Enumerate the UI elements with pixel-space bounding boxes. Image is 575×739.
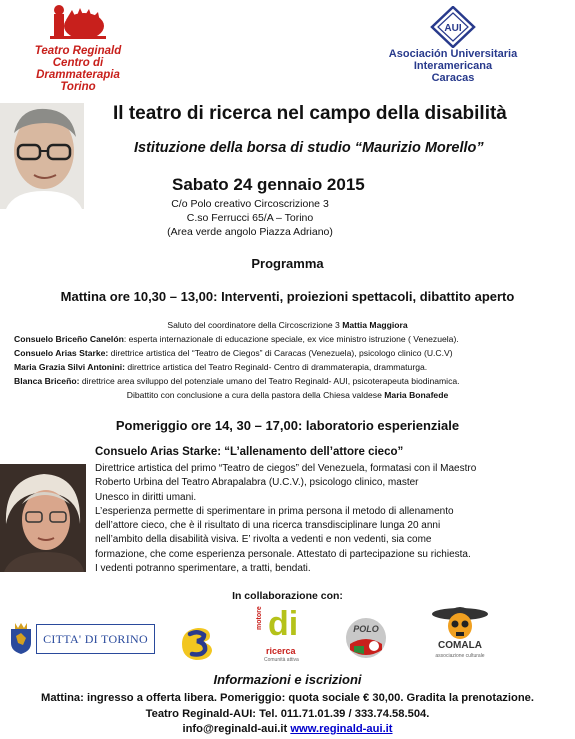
circoscrizione-3-logo: [176, 620, 218, 662]
speaker-name: Consuelo Arias Starke:: [14, 348, 109, 358]
ricerca-tag-label: Comunità attiva: [264, 657, 299, 663]
portrait-photo-woman: [0, 464, 86, 572]
reginald-line-2: Centro di Drammaterapia: [36, 57, 120, 81]
portrait-man-icon: [0, 103, 84, 209]
ricerca-mid-label: di: [268, 605, 299, 643]
polo-label: POLO: [353, 624, 379, 634]
page-subtitle: Istituzione della borsa di studio “Maurizio Morello”: [134, 140, 484, 156]
polo-circle-icon: [344, 616, 388, 660]
ricerca-bottom-label: ricerca: [266, 646, 296, 656]
info-email[interactable]: info@reginald-aui.it: [182, 723, 288, 735]
speaker-desc: : esperta internazionale di educazione speciale, ex vice ministro istruzione ( Venezuela).: [123, 334, 459, 344]
speaker-desc: direttrice area sviluppo del potenziale umano del Teatro Reginald- AUI, psicoterapeuta biodinamica.: [79, 376, 460, 386]
portrait-woman-icon: [0, 464, 86, 572]
description-line: I vedenti potranno sperimentare, a tratti, bendati.: [95, 563, 311, 575]
info-line-3: [0, 723, 575, 735]
description-line: Unesco in diritti umani.: [95, 491, 197, 503]
venue-line-1: C/o Polo creativo Circoscrizione 3: [171, 198, 329, 210]
aui-diamond-icon: [430, 6, 476, 48]
speakers-list: [14, 332, 460, 388]
collaboration-heading: In collaborazione con:: [232, 590, 343, 602]
number-3-icon: [176, 620, 218, 662]
info-heading: Informazioni e iscrizioni: [213, 672, 362, 687]
morning-closing: [0, 388, 575, 402]
venue-line-2: C.so Ferrucci 65/A – Torino: [186, 212, 314, 224]
speaker-row: [14, 374, 460, 388]
teatro-reginald-logo: [18, 2, 138, 93]
torino-crest-icon: [9, 623, 33, 655]
aui-emblem-text: AUI: [444, 23, 462, 34]
greeting-text: Saluto del coordinatore della Circoscrizione 3: [167, 320, 343, 330]
reginald-line-3: Torino: [60, 81, 96, 93]
programma-heading: Programma: [251, 256, 324, 271]
polo-logo: [344, 616, 388, 660]
aui-logo: [388, 6, 518, 82]
speaker-row: [14, 346, 460, 360]
venue-line-3: (Area verde angolo Piazza Adriano): [167, 226, 333, 238]
reginald-line-1: Teatro Reginald: [34, 45, 122, 57]
description-line: nell’ambito della disabilità visiva. E’ rivolta a vedenti e non vedenti, sia come: [95, 534, 432, 546]
comala-skull-icon: [430, 602, 490, 642]
portrait-photo-man: [0, 103, 84, 209]
aui-line-2: Interamericana: [413, 60, 493, 72]
morning-greeting: [0, 318, 575, 332]
description-line: Direttrice artistica del primo “Teatro de ciegos” del Venezuela, formatasi con il Maestro: [95, 463, 477, 474]
description-line: dell’attore cieco, che è il risultato di una ricerca transdisciplinare lunga 20 anni: [95, 520, 441, 532]
speaker-row: [14, 360, 460, 374]
citta-torino-logo: [12, 622, 152, 656]
torino-name: CITTA' DI TORINO: [43, 632, 148, 646]
speaker-desc: direttrice artistica del “Teatro de Ciegos” di Caracas (Venezuela), psicologo clinico (U.C.V): [108, 348, 453, 358]
morning-heading: Mattina ore 10,30 – 13,00: Interventi, proiezioni spettacoli, dibattito aperto: [60, 289, 515, 304]
description-line: Roberto Urbina del Teatro Abrapalabra (U.C.V.), psicologo clinico, master: [95, 477, 419, 489]
speaker-name: Consuelo Briceño Canelón: [14, 334, 124, 344]
comala-logo: [430, 602, 490, 662]
closing-text: Dibattito con conclusione a cura della pastora della Chiesa valdese: [126, 390, 385, 400]
speaker-row: [14, 332, 460, 346]
event-date: Sabato 24 gennaio 2015: [172, 175, 365, 194]
description-line: L’esperienza permette di sperimentare in prima persona il metodo di allenamento: [95, 505, 454, 517]
comala-label: COMALA: [438, 640, 482, 651]
description-line: formazione, che come esperienza personale. Attestato di partecipazione su richiesta.: [95, 548, 471, 560]
ricerca-top-label: motore: [256, 606, 263, 630]
workshop-description: [95, 462, 476, 576]
workshop-title: Consuelo Arias Starke: “L’allenamento dell’attore cieco”: [95, 446, 404, 458]
speaker-desc: direttrice artistica del Teatro Reginald- Centro di drammaterapia, drammaturga.: [124, 362, 428, 372]
venue-block: [130, 197, 370, 239]
aui-line-3: Caracas: [431, 72, 475, 84]
motore-di-ricerca-logo: [256, 605, 310, 666]
website-link[interactable]: www.reginald-aui.it: [290, 723, 393, 735]
comala-tag-label: associazione culturale: [435, 653, 485, 659]
closing-name: Maria Bonafede: [384, 390, 449, 400]
afternoon-heading: Pomeriggio ore 14, 30 – 17,00: laboratorio esperienziale: [115, 418, 460, 433]
aui-line-1: Asociación Universitaria: [388, 48, 518, 60]
speaker-name: Maria Grazia Silvi Antonini:: [14, 362, 125, 372]
info-line-1: Mattina: ingresso a offerta libera. Pomeriggio: quota sociale € 30,00. Gradita la prenotazione.: [41, 692, 534, 704]
greeting-name: Mattia Maggiora: [342, 320, 408, 330]
info-line-2: Teatro Reginald-AUI: Tel. 011.71.01.39 / 333.74.58.504.: [145, 708, 430, 720]
speaker-name: Blanca Briceño:: [14, 376, 80, 386]
reginald-emblem-icon: [46, 2, 110, 42]
page-title: Il teatro di ricerca nel campo della disabilità: [113, 103, 507, 124]
torino-name-box: [36, 624, 155, 654]
